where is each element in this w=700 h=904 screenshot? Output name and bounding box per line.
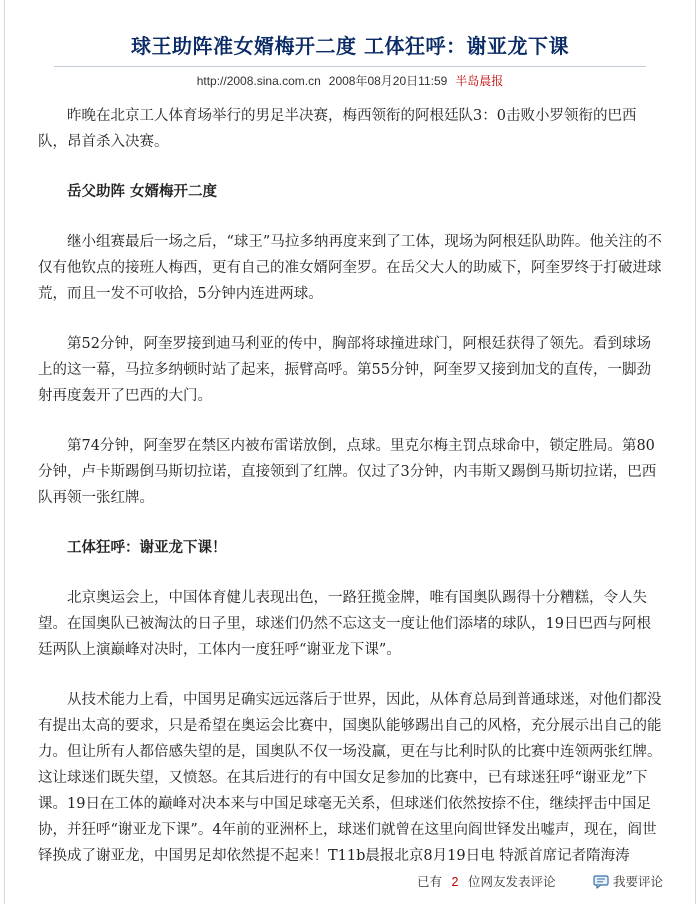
source-url: http://2008.sina.com.cn — [196, 74, 321, 88]
article-body — [38, 103, 664, 893]
article-paragraph: 继小组赛最后一场之后，“球王”马拉多纳再度来到了工体，现场为阿根廷队助阵。他关注的不仅有他钦点的接班人梅西，更有自己的准女婿阿奎罗。在岳父大人的助威下，阿奎罗终于打破进球荒，而且一发不可收拾，5分钟内连进两球。 — [38, 234, 662, 302]
source-link[interactable]: 半岛晨报 — [455, 74, 504, 88]
comment-list-link[interactable]: 位网友发表评论 — [468, 875, 556, 889]
article-paragraph: 北京奥运会上，中国体育健儿表现出色，一路狂揽金牌，唯有国奥队踢得十分糟糕，令人失望。在国奥队已被淘汰的日子里，球迷们仍然不忘这支一度让他们添堵的球队，19日巴西与阿根廷两队上演巅峰对决时，工体内一度狂呼“谢亚龙下课”。 — [38, 590, 651, 658]
comment-count-line — [417, 872, 556, 890]
comment-icon — [593, 875, 609, 889]
article-paragraph: 昨晚在北京工人体育场举行的男足半决赛，梅西领衔的阿根廷队3：0击败小罗领衔的巴西队，昂首杀入决赛。 — [38, 108, 637, 150]
article-paragraph: 从技术能力上看，中国男足确实远远落后于世界，因此，从体育总局到普通球迷，对他们都没有提出太高的要求，只是希望在奥运会比赛中，国奥队能够踢出自己的风格，充分展示出自己的能力。但让所有人都倍感失望的是，国奥队不仅一场没赢，更在与比利时队的比赛中连领两张红牌。这让球迷们既失望，又愤怒。在其后进行的有中国女足参加的比赛中，已有球迷狂呼“谢亚龙”下课。19日在工体的巅峰对决本来与中国足球毫无关系，但球迷们依然按捺不住，继续抨击中国足协，并狂呼“谢亚龙下课”。4年前的亚洲杯上，球迷们就曾在这里向阎世铎发出嘘声，现在，阎世铎换成了谢亚龙，中国男足却依然提不起来！T11b晨报北京8月19日电 特派首席记者隋海涛 — [38, 692, 662, 864]
post-comment-label: 我要评论 — [613, 875, 664, 889]
post-comment-button[interactable] — [593, 872, 663, 890]
comment-count: 2 — [451, 875, 459, 889]
article-subheading: 岳父助阵 女婿梅开二度 — [67, 183, 218, 200]
article-paragraph: 第52分钟，阿奎罗接到迪马利亚的传中，胸部将球撞进球门，阿根廷获得了领先。看到球场上的这一幕，马拉多纳顿时站了起来，振臂高呼。第55分钟，阿奎罗又接到加戈的直传，一脚劲射再度轰开了巴西的大门。 — [38, 336, 651, 404]
article-title: 球王助阵准女婿梅开二度 工体狂呼：谢亚龙下课 — [131, 34, 569, 58]
article-paragraph: 第74分钟，阿奎罗在禁区内被布雷诺放倒，点球。里克尔梅主罚点球命中，锁定胜局。第80分钟，卢卡斯踢倒马斯切拉诺，直接领到了红牌。仅过了3分钟，内韦斯又踢倒马斯切拉诺，巴西队再领一张红牌。 — [38, 438, 657, 506]
article-meta — [0, 72, 700, 89]
publish-datetime: 2008年08月20日11:59 — [328, 74, 448, 88]
comment-count-prefix: 已有 — [417, 875, 443, 889]
article-subheading: 工体狂呼：谢亚龙下课！ — [67, 539, 227, 556]
title-divider — [54, 66, 646, 67]
